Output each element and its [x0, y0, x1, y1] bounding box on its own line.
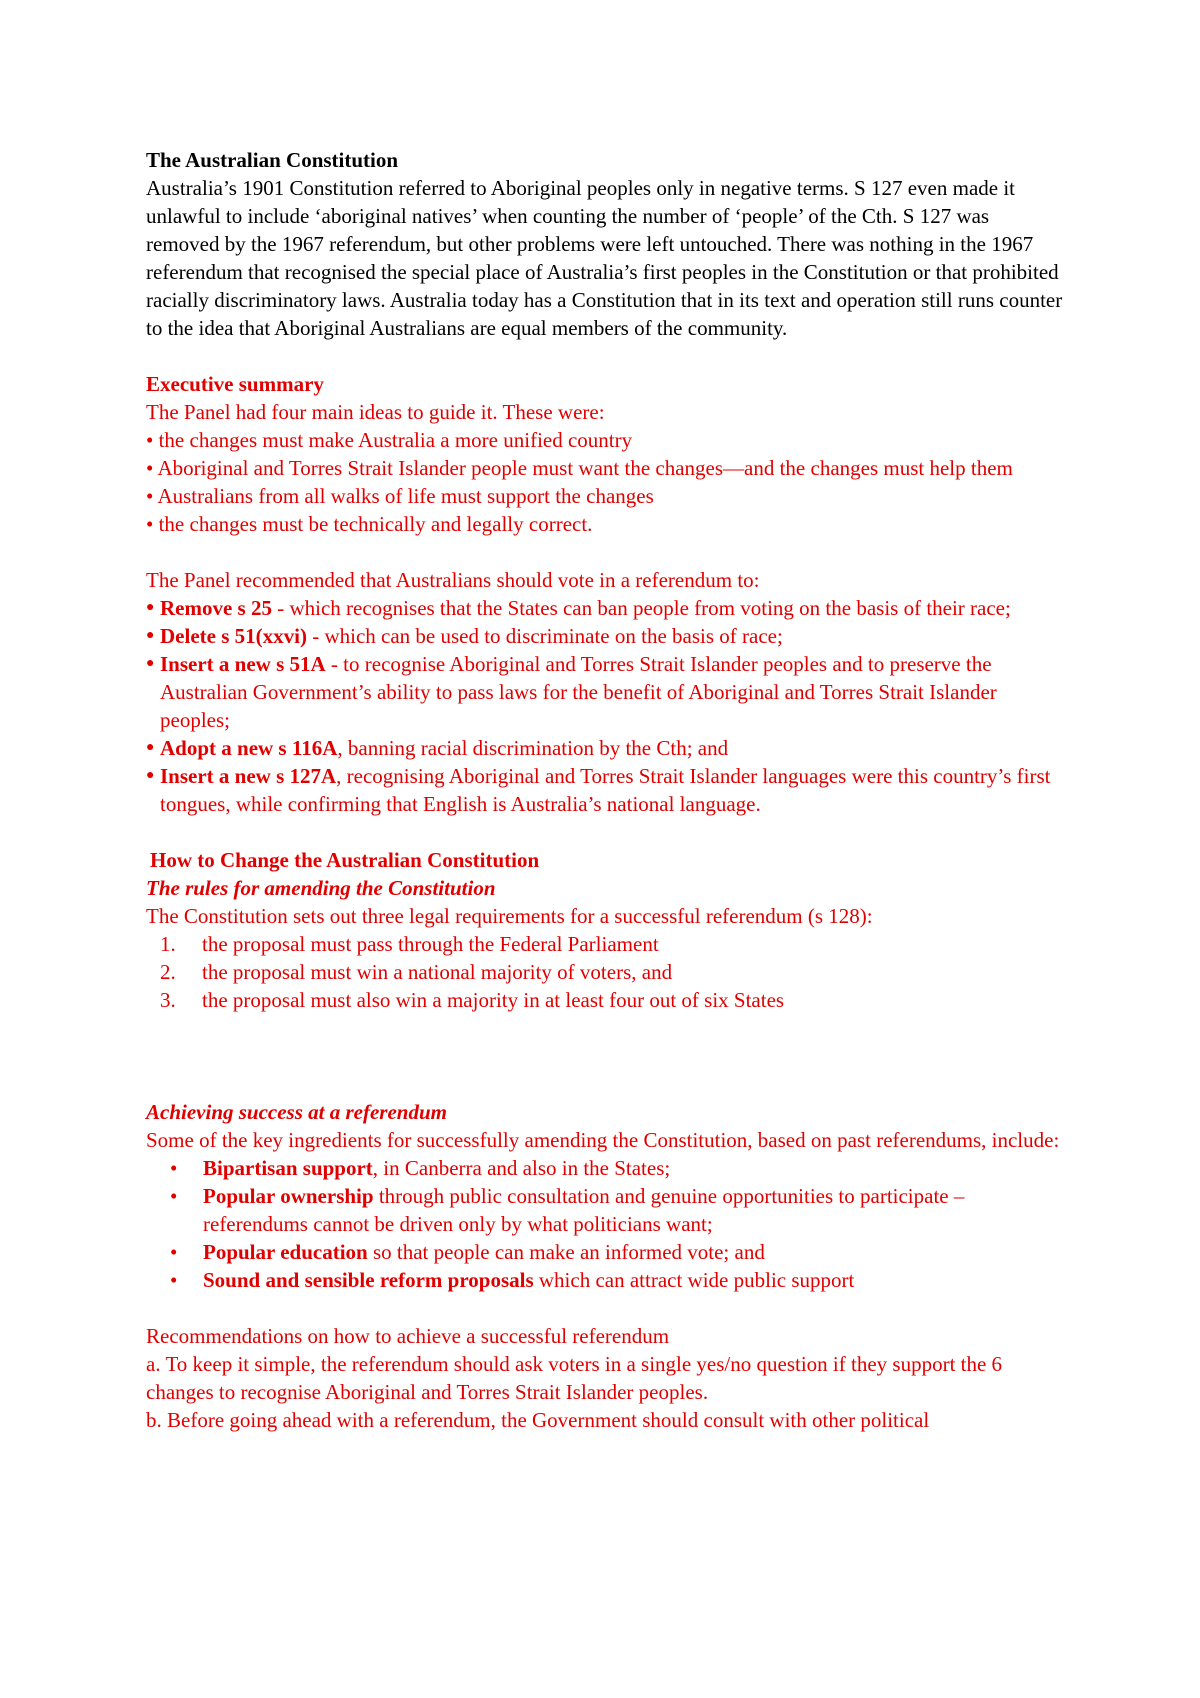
- bullet-icon: •: [170, 1184, 178, 1208]
- recommendation-text: , banning racial discrimination by the Cth; and: [337, 736, 729, 760]
- recommendation-a: a. To keep it simple, the referendum should ask voters in a single yes/no question if they support the 6 changes to recognise Aboriginal and Torres Strait Islander peoples.: [146, 1352, 1003, 1404]
- requirement-number: 1.: [160, 932, 176, 956]
- ingredient-item: [146, 1182, 1066, 1238]
- spacer: [146, 818, 1066, 846]
- constitution-paragraph: Australia’s 1901 Constitution referred to Aboriginal peoples only in negative terms. S 127 even made it unlawful to include ‘aboriginal natives’ when counting the number of ‘people’ of the Cth. S 127 was removed by the 1967 referendum, but other problems were left untouched. There was nothing in the 1967 referendum that recognised the special place of Australia’s first peoples in the Constitution or that prohibited racially discriminatory laws. Australia today has a Constitution that in its text and operation still runs counter to the idea that Aboriginal Australians are equal members of the community.: [146, 176, 1063, 340]
- rules-intro: The Constitution sets out three legal requirements for a successful referendum (s 128):: [146, 904, 873, 928]
- requirements-list: [146, 930, 1066, 1014]
- recommendation-item: [146, 650, 1066, 734]
- document-content: [146, 146, 1066, 1434]
- recommendation-bold: Adopt a new s 116A: [160, 736, 338, 760]
- executive-summary-heading: Executive summary: [146, 372, 324, 396]
- recommendation-b: b. Before going ahead with a referendum, the Government should consult with other political: [146, 1408, 930, 1432]
- spacer: [146, 1294, 1066, 1322]
- recommendation-list: [146, 594, 1066, 818]
- recommendation-text: - which can be used to discriminate on the basis of race;: [306, 624, 783, 648]
- ingredient-text: so that people can make an informed vote; and: [367, 1240, 765, 1264]
- how-to-change-heading: How to Change the Australian Constitution: [150, 848, 540, 872]
- idea-item: • the changes must be technically and legally correct.: [146, 512, 593, 536]
- requirement-number: 2.: [160, 960, 176, 984]
- recommendation-bold: Remove s 25: [160, 596, 272, 620]
- ingredients-list: [146, 1154, 1066, 1294]
- recommendation-item: [146, 594, 1066, 622]
- ingredient-item: [146, 1154, 1066, 1182]
- recommendation-text: - which recognises that the States can ban people from voting on the basis of their race;: [271, 596, 1011, 620]
- spacer: [146, 1042, 1066, 1070]
- rules-subheading: The rules for amending the Constitution: [146, 876, 496, 900]
- spacer: [146, 538, 1066, 566]
- bullet-icon: •: [170, 1240, 178, 1264]
- ingredient-item: [146, 1238, 1066, 1266]
- requirement-text: the proposal must also win a majority in at least four out of six States: [202, 988, 785, 1012]
- requirement-item: [146, 986, 1066, 1014]
- ingredient-bold: Bipartisan support: [203, 1156, 373, 1180]
- recommend-intro: The Panel recommended that Australians should vote in a referendum to:: [146, 568, 760, 592]
- recommendation-item: [146, 734, 1066, 762]
- ingredient-bold: Popular education: [203, 1240, 368, 1264]
- recommendation-bold: Insert a new s 127A: [160, 764, 337, 788]
- idea-item: • Australians from all walks of life must support the changes: [146, 484, 654, 508]
- recommendation-text: , recognising Aboriginal and Torres Strait Islander languages were this country’s first tongues, while confirming that English is Australia’s national language.: [160, 764, 1051, 816]
- recommendation-bold: Insert a new s 51A: [160, 652, 326, 676]
- requirement-item: [146, 958, 1066, 986]
- idea-item: • the changes must make Australia a more unified country: [146, 428, 633, 452]
- spacer: [146, 1070, 1066, 1098]
- requirement-text: the proposal must pass through the Federal Parliament: [202, 932, 659, 956]
- spacer: [146, 342, 1066, 370]
- bullet-icon: •: [170, 1156, 178, 1180]
- ingredient-bold: Popular ownership: [203, 1184, 374, 1208]
- idea-item: • Aboriginal and Torres Strait Islander people must want the changes—and the changes must help them: [146, 456, 1013, 480]
- ingredient-bold: Sound and sensible reform proposals: [203, 1268, 534, 1292]
- requirement-text: the proposal must win a national majority of voters, and: [202, 960, 673, 984]
- requirement-number: 3.: [160, 988, 176, 1012]
- executive-summary-section: [146, 370, 1066, 1434]
- section-title-constitution: The Australian Constitution: [146, 148, 399, 172]
- achieving-intro: Some of the key ingredients for successfully amending the Constitution, based on past referendums, include:: [146, 1128, 1060, 1152]
- recommendation-bold: Delete s 51(xxvi): [160, 624, 307, 648]
- executive-summary-intro: The Panel had four main ideas to guide it. These were:: [146, 400, 605, 424]
- requirement-item: [146, 930, 1066, 958]
- ingredient-text: through public consultation and genuine opportunities to participate – referendums cannot be driven only by what politicians want;: [203, 1184, 965, 1236]
- recommendation-text: - to recognise Aboriginal and Torres Strait Islander peoples and to preserve the Australian Government’s ability to pass laws for the benefit of Aboriginal and Torres Strait Islander peoples;: [160, 652, 997, 732]
- bullet-icon: •: [170, 1268, 178, 1292]
- recommendations-heading: Recommendations on how to achieve a successful referendum: [146, 1324, 670, 1348]
- ingredient-text: , in Canberra and also in the States;: [372, 1156, 671, 1180]
- ingredient-text: which can attract wide public support: [533, 1268, 855, 1292]
- achieving-heading: Achieving success at a referendum: [146, 1100, 447, 1124]
- recommendation-item: [146, 762, 1066, 818]
- recommendation-item: [146, 622, 1066, 650]
- ingredient-item: [146, 1266, 1066, 1294]
- spacer: [146, 1014, 1066, 1042]
